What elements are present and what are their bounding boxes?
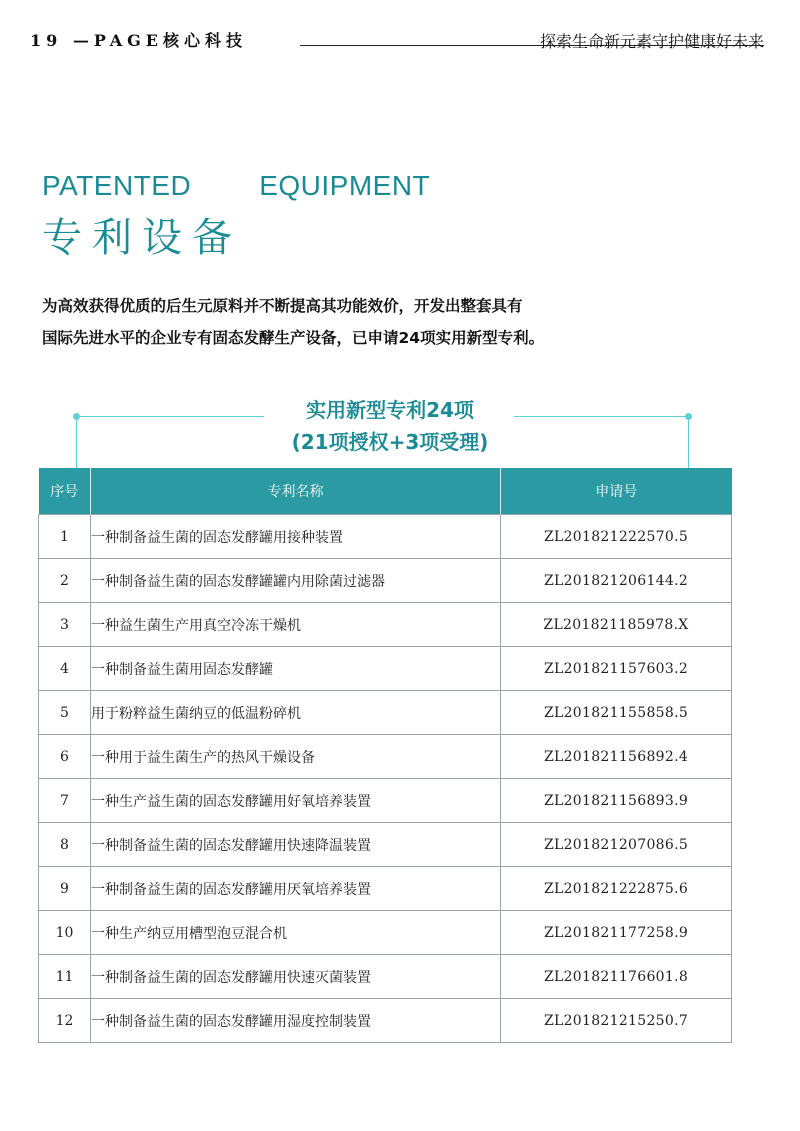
row-name: 一种制备益生菌的固态发酵罐用接种装置 <box>91 515 501 559</box>
row-app: ZL201821215250.7 <box>501 999 732 1043</box>
banner-dot-right <box>685 413 692 420</box>
row-name: 一种制备益生菌的固态发酵罐用厌氧培养装置 <box>91 867 501 911</box>
row-no: 9 <box>39 867 91 911</box>
header-no: 序号 <box>39 468 91 515</box>
row-app: ZL201821155858.5 <box>501 691 732 735</box>
table-header-row <box>39 468 732 515</box>
row-no: 2 <box>39 559 91 603</box>
intro-line-1: 为高效获得优质的后生元原料并不断提高其功能效价，开发出整套具有 <box>42 297 523 315</box>
table-row <box>39 823 732 867</box>
header-app: 申请号 <box>501 468 732 515</box>
row-app: ZL201821177258.9 <box>501 911 732 955</box>
table-row <box>39 735 732 779</box>
banner-drop-left <box>76 416 77 468</box>
table-row <box>39 867 732 911</box>
page-number-header: 19 —PAGE核心科技 <box>30 31 247 50</box>
table-row <box>39 691 732 735</box>
header-slogan: 探索生命新元素守护健康好未来 <box>539 32 764 51</box>
row-no: 3 <box>39 603 91 647</box>
row-app: ZL201821222875.6 <box>501 867 732 911</box>
row-name: 一种制备益生菌的固态发酵罐罐内用除菌过滤器 <box>91 559 501 603</box>
intro-line-2: 国际先进水平的企业专有固态发酵生产设备，已申请24项实用新型专利。 <box>42 329 545 347</box>
row-name: 一种制备益生菌用固态发酵罐 <box>91 647 501 691</box>
section-title-cn: 专利设备 <box>42 215 242 261</box>
row-name: 一种制备益生菌的固态发酵罐用快速灭菌装置 <box>91 955 501 999</box>
table-row <box>39 999 732 1043</box>
row-app: ZL201821157603.2 <box>501 647 732 691</box>
row-no: 7 <box>39 779 91 823</box>
row-name: 一种用于益生菌生产的热风干燥设备 <box>91 735 501 779</box>
row-no: 10 <box>39 911 91 955</box>
title-en-word2: EQUIPMENT <box>259 170 431 201</box>
table-row <box>39 515 732 559</box>
row-no: 12 <box>39 999 91 1043</box>
row-name: 一种生产纳豆用槽型泡豆混合机 <box>91 911 501 955</box>
row-no: 6 <box>39 735 91 779</box>
intro-paragraph <box>42 290 642 354</box>
table-row <box>39 647 732 691</box>
row-name: 一种制备益生菌的固态发酵罐用快速降温装置 <box>91 823 501 867</box>
row-app: ZL201821207086.5 <box>501 823 732 867</box>
patent-table <box>38 468 732 1043</box>
row-app: ZL201821222570.5 <box>501 515 732 559</box>
row-no: 4 <box>39 647 91 691</box>
banner-drop-right <box>688 416 689 468</box>
table-row <box>39 779 732 823</box>
table-row <box>39 603 732 647</box>
table-row <box>39 955 732 999</box>
row-name: 用于粉粹益生菌纳豆的低温粉碎机 <box>91 691 501 735</box>
header-name: 专利名称 <box>91 468 501 515</box>
row-name: 一种益生菌生产用真空冷冻干燥机 <box>91 603 501 647</box>
row-app: ZL201821156892.4 <box>501 735 732 779</box>
banner-dot-left <box>73 413 80 420</box>
row-app: ZL201821185978.X <box>501 603 732 647</box>
banner-title: 实用新型专利24项 <box>306 398 474 422</box>
row-name: 一种生产益生菌的固态发酵罐用好氧培养装置 <box>91 779 501 823</box>
row-app: ZL201821206144.2 <box>501 559 732 603</box>
table-row <box>39 911 732 955</box>
row-app: ZL201821176601.8 <box>501 955 732 999</box>
section-title-en <box>42 170 430 202</box>
banner-subtitle: (21项授权+3项受理) <box>291 430 489 454</box>
table-row <box>39 559 732 603</box>
row-name: 一种制备益生菌的固态发酵罐用湿度控制装置 <box>91 999 501 1043</box>
row-no: 11 <box>39 955 91 999</box>
row-no: 1 <box>39 515 91 559</box>
row-no: 5 <box>39 691 91 735</box>
row-app: ZL201821156893.9 <box>501 779 732 823</box>
row-no: 8 <box>39 823 91 867</box>
title-en-word1: PATENTED <box>42 170 192 201</box>
